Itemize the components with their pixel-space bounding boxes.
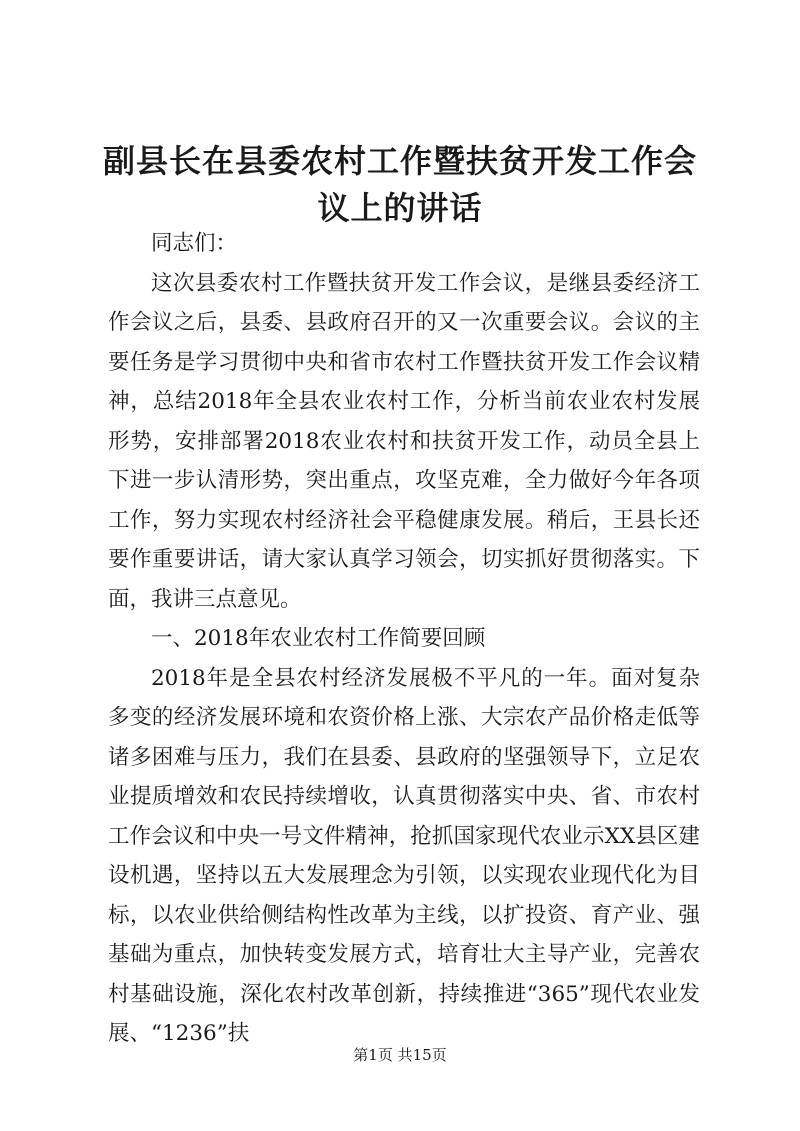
body-paragraph: 这次县委农村工作暨扶贫开发工作会议，是继县委经济工作会议之后，县委、县政府召开的又一次重要会议。会议的主要任务是学习贯彻中央和省市农村工作暨扶贫开发工作会议精神，总结2018年全县农业农村工作，分析当前农业农村发展形势，安排部署2018农业农村和扶贫开发工作，动员全县上下进一步认清形势，突出重点，攻坚克难，全力做好今年各项工作，努力实现农村经济社会平稳健康发展。稍后，王县长还要作重要讲话，请大家认真学习领会，切实抓好贯彻落实。下面，我讲三点意见。 <box>108 270 700 612</box>
salutation-paragraph: 同志们： <box>151 231 238 256</box>
page-footer: 第1页 共15页 <box>353 1046 447 1064</box>
document-title: 副县长在县委农村工作暨扶贫开发工作会议上的讲话 <box>102 142 697 227</box>
body-paragraph: 2018年是全县农村经济发展极不平凡的一年。面对复杂多变的经济发展环境和农资价格上涨、大宗农产品价格走低等诸多困难与压力，我们在县委、县政府的坚强领导下，立足农业提质增效和农民持续增收，认真贯彻落实中央、省、市农村工作会议和中央一号文件精神，抢抓国家现代农业示XX县区建设机遇，坚持以五大发展理念为引领，以实现农业现代化为目标，以农业供给侧结构性改革为主线，以扩投资、育产业、强基础为重点，加快转变发展方式，培育壮大主导产业，完善农村基础设施，深化农村改革创新，持续推进“365”现代农业发展、“1236”扶 <box>108 665 700 1046</box>
section-heading: 一、2018年农业农村工作简要回顾 <box>151 626 486 651</box>
document-body <box>108 224 700 1054</box>
